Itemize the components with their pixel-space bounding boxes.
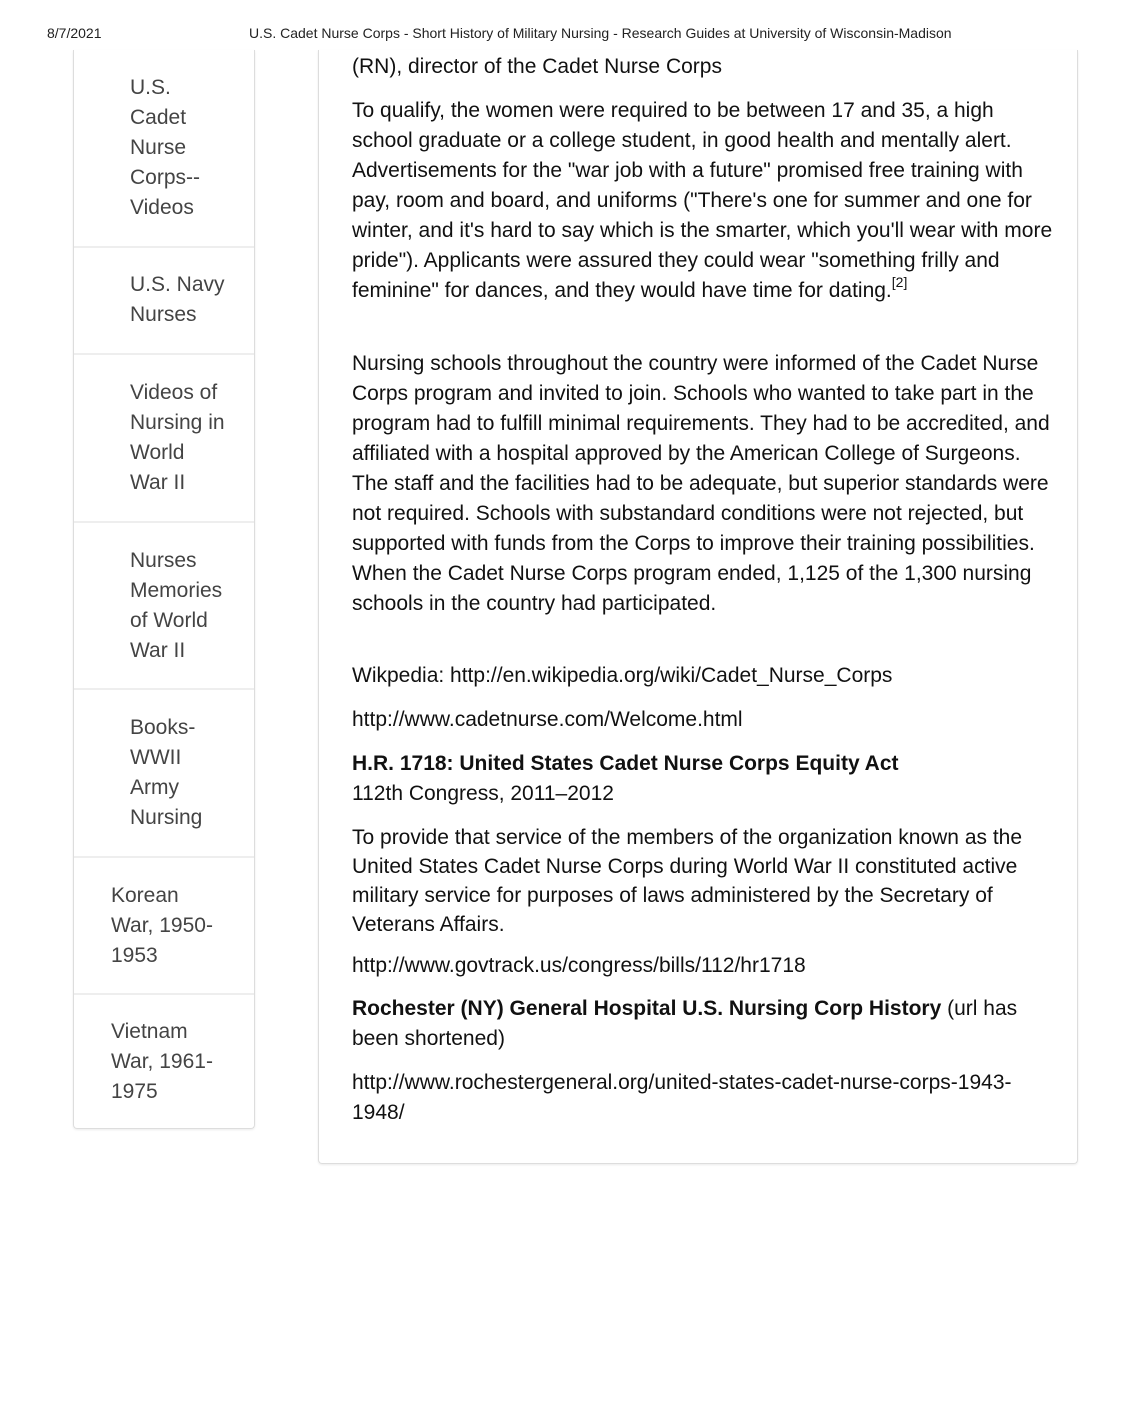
sidebar-item-label: Books- WWII Army Nursing bbox=[130, 716, 203, 829]
hr-heading bbox=[352, 749, 1052, 779]
wikipedia-link[interactable]: Wikpedia: http://en.wikipedia.org/wiki/Cadet_Nurse_Corps bbox=[352, 664, 893, 687]
sidebar-item-label: Vietnam War, 1961- 1975 bbox=[111, 1020, 213, 1103]
text-director-line: (RN), director of the Cadet Nurse Corps bbox=[352, 55, 722, 78]
sidebar-item-vietnam-war[interactable] bbox=[74, 995, 254, 1128]
sidebar-item-label: Korean War, 1950- 1953 bbox=[111, 884, 213, 967]
hr-congress: 112th Congress, 2011–2012 bbox=[352, 782, 614, 805]
rochester-heading bbox=[352, 994, 1054, 1054]
sidebar-item-korean-war[interactable] bbox=[74, 858, 254, 995]
paragraph-qualifications bbox=[352, 96, 1054, 306]
print-title: U.S. Cadet Nurse Corps - Short History of Military Nursing - Research Guides at University of Wisconsin-Madison bbox=[249, 25, 952, 41]
rochester-title: Rochester (NY) General Hospital U.S. Nursing Corp History bbox=[352, 997, 942, 1020]
sidebar-item-label: U.S. Cadet Nurse Corps-- Videos bbox=[130, 76, 201, 219]
sidebar-item-label: Nurses Memories of World War II bbox=[130, 549, 223, 662]
paragraph-equity-act: To provide that service of the members of the organization known as the United States Cadet Nurse Corps during World War II constituted active military service for purposes of laws administered by the Secretary of Veterans Affairs. bbox=[352, 826, 1023, 936]
sidebar-item-label: Videos of Nursing in World War II bbox=[130, 381, 225, 494]
hr-title: H.R. 1718: United States Cadet Nurse Corps Equity Act bbox=[352, 752, 899, 775]
footnote-link[interactable]: [2] bbox=[891, 274, 908, 290]
paragraph-nursing-schools: Nursing schools throughout the country were informed of the Cadet Nurse Corps program and invited to join. Schools who wanted to take part in the program had to fulfill minimal requirements. They had to be accredited, and affiliated with a hospital approved by the American College of Surgeons. The staff and the facilities had to be adequate, but superior standards were not required. Schools with substandard conditions were not rejected, but supported with funds from the Corps to improve their training possibilities. When the Cadet Nurse Corps program ended, 1,125 of the 1,300 nursing schools in the country had participated. bbox=[352, 352, 1050, 615]
print-date: 8/7/2021 bbox=[47, 25, 102, 41]
sidebar-item-nurses-memories[interactable] bbox=[74, 523, 254, 690]
sidebar-item-nursing-videos-wwii[interactable] bbox=[74, 355, 254, 523]
sidebar-item-books-army-nursing[interactable] bbox=[74, 690, 254, 858]
rochester-note: (url has been shortened) bbox=[352, 997, 1018, 1050]
sidebar-item-label: U.S. Navy Nurses bbox=[130, 273, 225, 326]
paragraph-qualifications-text: To qualify, the women were required to be between 17 and 35, a high school graduate or a college student, in good health and mentally alert. Advertisements for the "war job with a future" promised free training with pay, room and board, and uniforms ("There's one for summer and one for winter, and it's hard to say which is the smarter, which you'll wear with more pride"). Applicants were assured they could wear "something frilly and feminine" for dances, and they would have time for dating. bbox=[352, 99, 1053, 302]
sidebar-nav bbox=[73, 50, 255, 1129]
cadetnurse-link[interactable]: http://www.cadetnurse.com/Welcome.html bbox=[352, 708, 743, 731]
sidebar-item-navy-nurses[interactable] bbox=[74, 248, 254, 355]
govtrack-link[interactable]: http://www.govtrack.us/congress/bills/112/hr1718 bbox=[352, 954, 806, 977]
rochester-link[interactable]: http://www.rochestergeneral.org/united-states-cadet-nurse-corps-1943-1948/ bbox=[352, 1071, 1012, 1124]
sidebar-item-cadet-nurse-videos[interactable] bbox=[74, 50, 254, 248]
print-header bbox=[0, 25, 1130, 43]
